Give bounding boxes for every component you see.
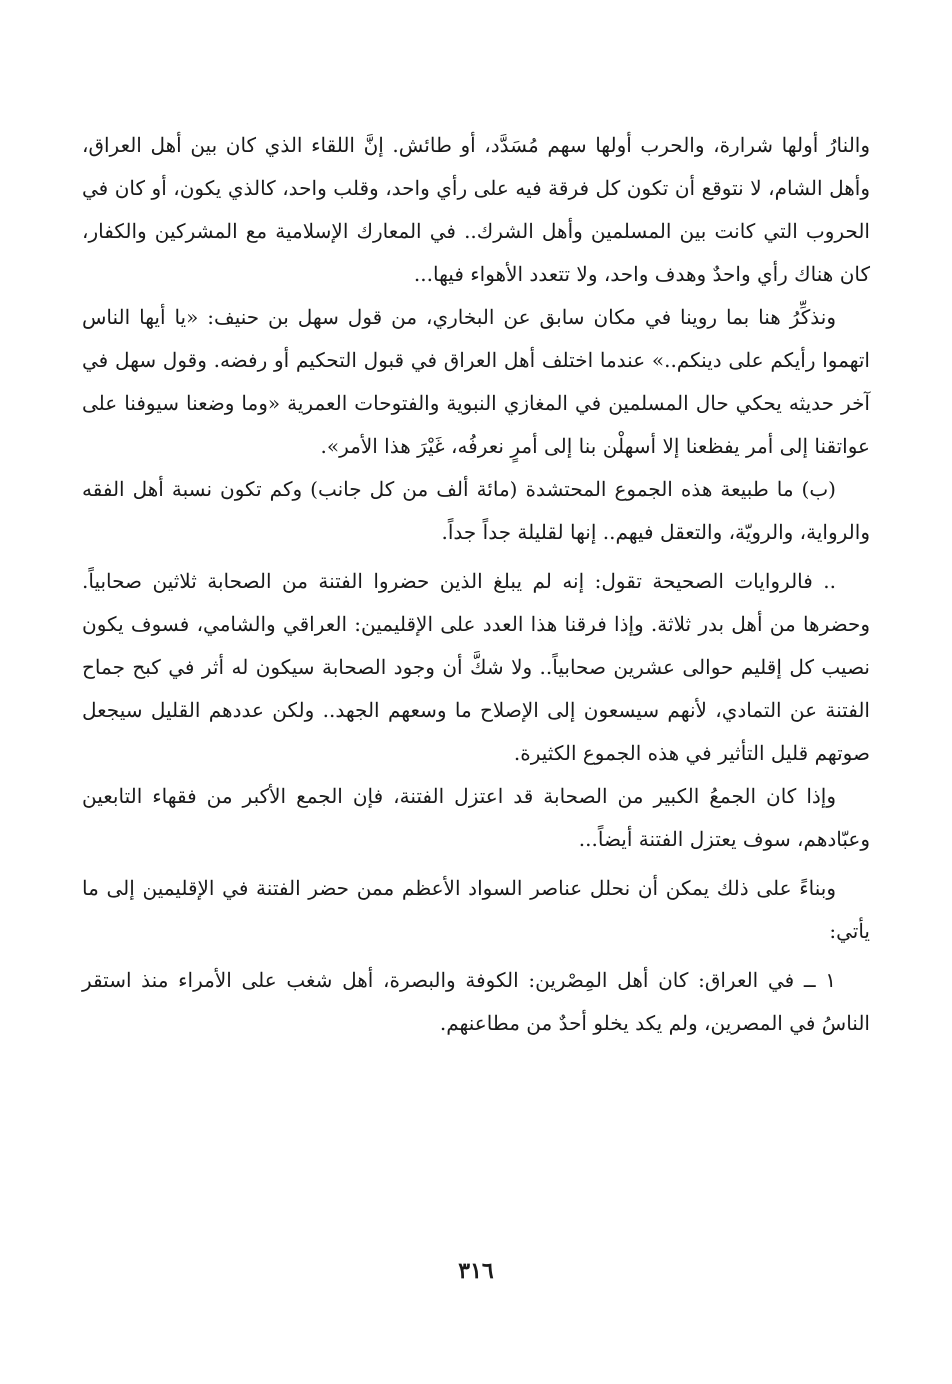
paragraph-2: ونذكِّرُ هنا بما روينا في مكان سابق عن البخاري، من قول سهل بن حنيف: «يا أيها الناس اتهموا رأيكم على دينكم..» عندما اختلف أهل العراق في قبول التحكيم أو رفضه. وقول سهل في آخر حديثه يحكي حال المسلمين في المغازي النبوية والفتوحات العمرية «وما وضعنا سيوفنا على عواتقنا إلى أمر يفظعنا إلا أسهلْن بنا إلى أمرٍ نعرفُه، غَيْرَ هذا الأمر». xyxy=(82,305,870,458)
page-number: ٣١٦ xyxy=(458,1258,494,1284)
body-text xyxy=(82,124,870,1045)
paragraph-5: وإذا كان الجمعُ الكبير من الصحابة قد اعتزل الفتنة، فإن الجمع الأكبر من فقهاء التابعين وعبّادهم، سوف يعتزل الفتنة أيضاً... xyxy=(82,784,870,851)
paragraph-1: والنارُ أولها شرارة، والحرب أولها سهم مُسَدَّد، أو طائش. إنَّ اللقاء الذي كان بين أهل العراق، وأهل الشام، لا نتوقع أن تكون كل فرقة فيه على رأي واحد، وقلب واحد، كالذي يكون، أو كان في الحروب التي كانت بين المسلمين وأهل الشرك.. في المعارك الإسلامية مع المشركين والكفار، كان هناك رأي واحدٌ وهدف واحد، ولا تتعدد الأهواء فيها... xyxy=(82,133,870,286)
paragraph-3: (ب) ما طبيعة هذه الجموع المحتشدة (مائة ألف من كل جانب) وكم تكون نسبة أهل الفقه والرواية، والرويّة، والتعقل فيهم.. إنها لقليلة جداً جداً. xyxy=(82,477,870,544)
paragraph-4: .. فالروايات الصحيحة تقول: إنه لم يبلغ الذين حضروا الفتنة من الصحابة ثلاثين صحابياً. وحضرها من أهل بدر ثلاثة. وإذا فرقنا هذا العدد على الإقليمين: العراقي والشامي، فسوف يكون نصيب كل إقليم حوالى عشرين صحابياً.. ولا شكَّ أن وجود الصحابة سيكون له أثر في كبح جماح الفتنة عن التمادي، لأنهم سيسعون إلى الإصلاح ما وسعهم الجهد.. ولكن عددهم القليل سيجعل صوتهم قليل التأثير في هذه الجموع الكثيرة. xyxy=(82,569,870,765)
paragraph-6: وبناءً على ذلك يمكن أن نحلل عناصر السواد الأعظم ممن حضر الفتنة في الإقليمين إلى ما يأتي: xyxy=(82,876,870,943)
paragraph-7: ١ ــ في العراق: كان أهل المِصْرين: الكوفة والبصرة، أهل شغب على الأمراء منذ استقر الناسُ في المصرين، ولم يكد يخلو أحدٌ من مطاعنهم. xyxy=(82,968,870,1035)
